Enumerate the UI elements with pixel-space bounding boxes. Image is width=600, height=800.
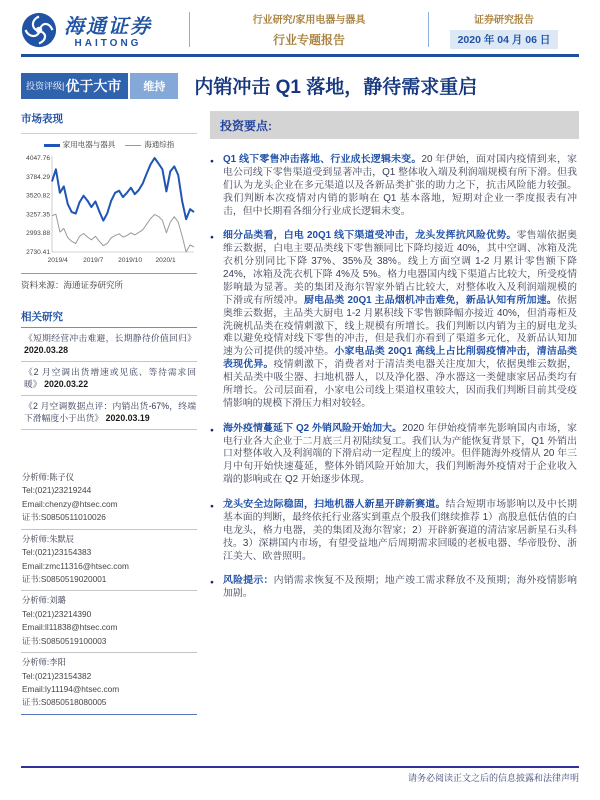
investment-points-header: 投资要点: xyxy=(210,111,579,139)
svg-text:2993.88: 2993.88 xyxy=(26,230,50,238)
research-date: 2020.03.19 xyxy=(105,413,150,424)
research-item xyxy=(21,362,197,396)
chart-legend xyxy=(21,139,197,150)
related-research-title: 相关研究 xyxy=(21,309,197,328)
bullet-item xyxy=(210,423,577,487)
analyst-block xyxy=(21,653,197,715)
analyst-cert: 证书:S0850511010026 xyxy=(22,512,106,523)
rating-row xyxy=(21,72,579,99)
bullet-lead-bold: 龙头安全边际稳固，扫地机器人新星开辟新赛道。 xyxy=(223,499,446,510)
bullet-item xyxy=(210,499,577,563)
bullet-body-text: 内销需求恢复不及预期；地产竣工需求释放不及预期；海外疫情影响加剧。 xyxy=(223,575,577,600)
svg-text:2019/7: 2019/7 xyxy=(83,257,104,264)
svg-text:2730.41: 2730.41 xyxy=(26,249,50,256)
bullet-text xyxy=(223,154,577,218)
bullet-lead-bold: Q1 线下零售冲击落地、行业成长逻辑未变。 xyxy=(223,154,422,165)
research-item xyxy=(21,328,197,362)
report-header xyxy=(21,10,579,57)
bullet-text xyxy=(223,423,577,487)
legend-swatch-blue xyxy=(44,144,60,147)
industry-category: 行业研究/家用电器与器具 xyxy=(252,15,366,26)
analyst-cert: 证书:S0850518080005 xyxy=(22,697,107,708)
analyst-name: 分析师:陈子仪 xyxy=(22,471,75,482)
rating-label: 投资评级| xyxy=(26,81,65,91)
bullet-body-text: 疫情刺激下，消费者对于清洁类电器关注度加大，依据奥维云数据，相关品类中吸尘器、扫地机器人，以及净化器、净水器这一类健康家居品类均有所增长。公司层面看，小家电公司线上渠道权重较大，因而我们判断目前其受疫情影响的规模下滑压力相对较轻。 xyxy=(223,359,577,409)
bullet-body-text: 零售端依据奥维云数据，白电主要品类线下零售额同比下降均接近 40%，其中空调、冰箱及洗衣机分别同比下降 37%、35%及 38%。线上方面空调 1-2 月累计零售额下降 24%，冰箱及洗衣机下降 4%及 5%。格力电器国内线下渠道占比较大，所受疫情影响最为显著。美的集团及海尔智家外销占比较大，对整体收入及利润端规模的下滑或有所缓冲。 xyxy=(223,230,577,306)
rating-bar xyxy=(21,73,178,99)
report-type: 行业专题报告 xyxy=(272,33,345,47)
bullet-text xyxy=(223,499,577,563)
bullet-item xyxy=(210,575,577,601)
analyst-email: Email:chenzy@htsec.com xyxy=(22,498,118,509)
report-label: 证券研究报告 xyxy=(474,14,534,26)
svg-text:3784.29: 3784.29 xyxy=(26,173,50,181)
bullet-lead-bold: 小家电品类 20Q1 高线上占比削弱疫情冲击，清洁品类表现优异。 xyxy=(223,346,577,371)
legend-label: 家用电器与器具 xyxy=(62,140,116,149)
content-columns xyxy=(21,111,579,715)
market-performance-chart xyxy=(21,152,197,270)
bullet-dot-icon: ● xyxy=(210,426,214,434)
analyst-name: 分析师:李阳 xyxy=(22,657,66,668)
bullet-lead-bold: 海外疫情蔓延下 Q2 外销风险开始加大。 xyxy=(223,422,403,434)
bullet-dot-icon: ● xyxy=(210,234,214,242)
bullet-item xyxy=(210,154,577,218)
logo-text xyxy=(64,10,152,49)
legend-label: 海通综指 xyxy=(144,140,175,149)
logo-name-en: HAITONG xyxy=(74,38,142,49)
bullet-text xyxy=(223,230,577,410)
svg-text:4047.76: 4047.76 xyxy=(26,155,50,162)
analyst-name: 分析师:刘璐 xyxy=(22,595,66,606)
page-title: 内销冲击 Q1 落地，静待需求重启 xyxy=(194,77,478,98)
rating-main xyxy=(21,73,130,99)
chart-source: 资料来源：海通证券研究所 xyxy=(21,273,197,295)
svg-text:3257.35: 3257.35 xyxy=(26,211,50,219)
research-title-text: 《短期经营冲击难避，长期静待价值回归》 xyxy=(24,333,196,343)
bullet-dot-icon: ● xyxy=(210,158,214,165)
analyst-email: Email:ly11194@htsec.com xyxy=(22,684,120,695)
analyst-block xyxy=(21,530,197,592)
svg-text:2019/10: 2019/10 xyxy=(118,257,143,264)
analyst-email: Email:ll11838@htsec.com xyxy=(22,622,118,633)
research-title-text: 《2 月空调出货增速或见底、等待需求回暖》 xyxy=(24,366,196,390)
research-title-text: 《2 月空调数据点评：内销出货-67%，终端下滑幅度小于出货》 xyxy=(24,400,196,424)
bullet-item xyxy=(210,230,577,410)
analyst-cert: 证书:S0850519100003 xyxy=(22,635,107,646)
legend-swatch-gray xyxy=(125,145,141,146)
header-center xyxy=(190,10,428,49)
analyst-block xyxy=(21,591,197,653)
legend-item-appliances xyxy=(44,139,116,150)
logo-name-cn: 海通证券 xyxy=(64,14,152,38)
analyst-cert: 证书:S0850519020001 xyxy=(22,573,107,584)
bullet-body-text: 2020 年伊始疫情率先影响国内市场，家电行业各大企业于二月底三月初陆续复工。我们认为产能恢复背景下，Q1 外销出口对整体收入及利润端的下滑启动一定程度上的缓冲。但伴随海外疫情从 20 年三月中旬开始快速蔓延，整体外销风险开始加大，我们判断海外疫情对于企业收入端的影响或在 Q2 开始逐步体现。 xyxy=(223,422,577,486)
header-right xyxy=(429,10,579,49)
analyst-tel: Tel:(021)23219244 xyxy=(22,485,92,496)
bullet-dot-icon: ● xyxy=(210,579,214,587)
haitong-logo xyxy=(21,10,189,49)
analyst-email: Email:zmc11316@htsec.com xyxy=(22,560,129,571)
research-date: 2020.03.28 xyxy=(24,345,69,356)
research-date: 2020.03.22 xyxy=(44,379,89,390)
analyst-tel: Tel:(021)23214390 xyxy=(22,608,92,619)
market-chart xyxy=(21,133,197,295)
report-date: 2020 年 04 月 06 日 xyxy=(450,30,559,49)
haitong-logo-icon xyxy=(21,12,57,48)
analyst-tel: Tel:(021)23154382 xyxy=(22,670,92,681)
legend-item-index xyxy=(125,139,174,150)
bullet-lead-bold: 厨电品类 20Q1 主品烟机冲击难免，新品认知有所加速。 xyxy=(304,294,557,306)
market-performance-title: 市场表现 xyxy=(21,113,63,125)
rating-status-badge: 维持 xyxy=(130,73,178,99)
bullet-body-text: 结合短期市场影响以及中长期基本面的判断，最终依托行业落实到重点个股我们继续推荐 1）高股息低估值的白电龙头，格力电器，美的集团及海尔智家；2）开辟新赛道的清洁家居新星石头科技。3）深耕国内市场，有望受益地产后周期需求回暖的老板电器、华帝股份、浙江美大、欧普照明。 xyxy=(223,499,577,562)
main-content xyxy=(210,111,579,715)
analyst-block xyxy=(21,468,197,530)
svg-text:3520.82: 3520.82 xyxy=(26,192,50,200)
sidebar xyxy=(21,111,197,715)
bullet-dot-icon: ● xyxy=(210,503,214,510)
analyst-list xyxy=(21,468,197,715)
rating-value: 优于大市 xyxy=(65,77,122,94)
bullet-lead-bold: 细分品类看，白电 20Q1 线下渠道受冲击，龙头发挥抗风险优势。 xyxy=(223,230,517,242)
bullet-body-text: 20 年伊始，面对国内疫情到来，家电公司线下零售渠道受到显著冲击，Q1 整体收入端及利润端规模有所下滑。但我们认为龙头企业在多元渠道以及各新品类扩张的助力之下，抗击风险能力较强。我们判断本次疫情对内销的影响在 Q1 基本落地，短期对企业一季度报表有冲击，但中长期看各细分行业成长逻辑未变。 xyxy=(223,154,578,217)
footer-disclaimer: 请务必阅读正文之后的信息披露和法律声明 xyxy=(21,766,579,784)
investment-points-list xyxy=(210,154,579,601)
bullet-body-text: 依据奥维云数据，主品类大厨电 1-2 月累积线下零售额降幅亦接近 40%，但消毒柜及洗碗机品类在疫情刺激下，线上规模有所增长。我们判断以内销为主的厨电龙头难以避免疫情对线下零售的冲击，但是我们亦看到了渠道多元化，及新品认知加速为公司提供的缓冲垫。 xyxy=(223,294,577,358)
research-item xyxy=(21,396,197,430)
analyst-tel: Tel:(021)23154383 xyxy=(22,547,92,558)
analyst-name: 分析师:朱默辰 xyxy=(22,533,75,544)
related-research-list xyxy=(21,328,197,430)
svg-text:2020/1: 2020/1 xyxy=(155,257,176,264)
svg-text:2019/4: 2019/4 xyxy=(47,257,68,264)
bullet-lead-bold: 风险提示： xyxy=(223,575,274,587)
bullet-text xyxy=(223,575,577,601)
